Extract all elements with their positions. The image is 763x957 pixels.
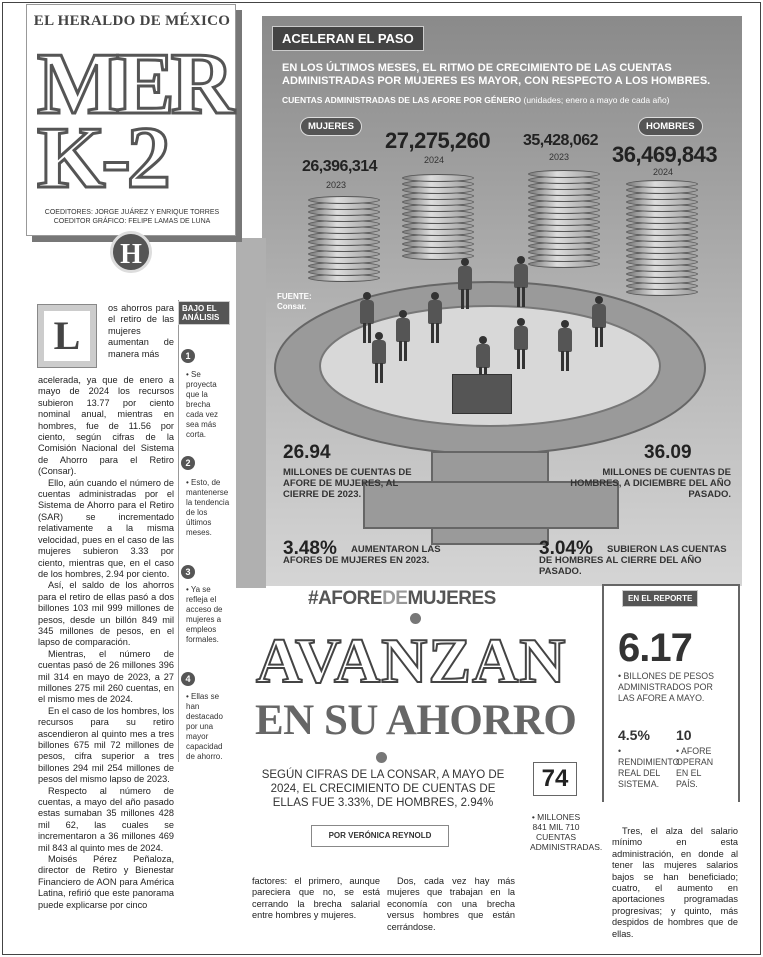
analysis-item-3-num: 3 bbox=[181, 565, 195, 579]
report-tag: EN EL REPORTE bbox=[622, 590, 698, 607]
hashtag: #AFOREDEMUJERES bbox=[308, 588, 496, 609]
infographic-lead: EN LOS ÚLTIMOS MESES, EL RITMO DE CRECIMIENTO DE LAS CUENTAS ADMINISTRADAS POR MUJERES ES MAYOR, CON RESPECTO A LOS HOMBRES. bbox=[282, 62, 711, 87]
analysis-item-4-num: 4 bbox=[181, 672, 195, 686]
women-2023-value: 26,396,314 bbox=[302, 158, 378, 175]
credits-line2: COEDITOR GRÁFICO: FELIPE LAMAS DE LUNA bbox=[53, 218, 211, 225]
report-afores-text: • AFORE OPERAN EN EL PAÍS. bbox=[676, 746, 714, 789]
coin bbox=[308, 196, 380, 204]
accounts-total-text: • MILLONES 841 MIL 710 CUENTAS ADMINISTRADAS. bbox=[530, 812, 603, 852]
article-column-3 bbox=[387, 876, 515, 933]
article-paragraph-1-start: os ahorros para el retiro de las mujeres aumentan de manera más bbox=[108, 303, 174, 359]
article-column-2 bbox=[252, 876, 380, 922]
article-paragraph-4: Mientras, el número de cuentas pasó de 26 millones 396 mil 314 en mayo de 2023, a 27 millones 275 mil 260 cuentas, en el mismo mes de 2024. bbox=[38, 648, 174, 705]
article-paragraph-6: Respecto al número de cuentas, a mayo del año pasado estas sumaban 35 millones 428 mil 62, las cuales se incrementaron a 36 millones 469 mil 843 al quinto mes de 2024. bbox=[38, 785, 174, 853]
article-column-1 bbox=[38, 375, 174, 911]
analysis-item-3-text: • Ya se refleja el acceso de mujeres a empleos formales. bbox=[186, 585, 223, 644]
stat-women-accounts-num: 26.94 bbox=[283, 442, 331, 463]
bullet-dot bbox=[410, 613, 421, 624]
article-paragraph-2: Ello, aún cuando el número de cuentas administradas por el Sistema de Ahorro para el Retiro (SAR) se incrementado relativamente a la misma velocidad, pues en el caso de las mujeres subieron 3.33 por ciento, mientras que, en el caso de los hombres, 2.94 por ciento. bbox=[38, 477, 174, 579]
report-big-num: 6.17 bbox=[618, 626, 692, 670]
section-title-line2: K-2 bbox=[37, 110, 167, 207]
men-tag: HOMBRES bbox=[638, 117, 703, 136]
stat-men-growth-text: SUBIERON LAS CUENTAS DE HOMBRES AL CIERRE DEL AÑO PASADO. bbox=[539, 544, 727, 577]
women-2023-year: 2023 bbox=[326, 180, 347, 190]
infographic-panel-extension bbox=[236, 238, 266, 588]
article-paragraph-3: Así, el saldo de los ahorros para el retiro de ellas pasó a dos billones 103 mil 999 millones de pesos, desde un billón 849 mil 345 millones de pesos, en el lapso de comparación. bbox=[38, 580, 174, 648]
infographic-source: FUENTE: Consar. bbox=[277, 292, 312, 311]
newspaper-name: EL HERALDO DE MÉXICO bbox=[33, 13, 231, 29]
analysis-item-1-text: • Se proyecta que la brecha cada vez sea más corta. bbox=[186, 370, 219, 439]
men-2023-value: 35,428,062 bbox=[523, 132, 599, 149]
report-afores-num: 10 bbox=[676, 727, 692, 743]
article-paragraph-7: Moisés Pérez Peñaloza, director de Retiro y Bienestar Financiero de AON para América Latina, refirió que este panorama puede explicarse por cinco bbox=[38, 854, 174, 910]
report-big-text: • BILLONES DE PESOS ADMINISTRADOS POR LAS AFORE A MAYO. bbox=[618, 671, 714, 703]
report-yield-text: • RENDIMIENTO REAL DEL SISTEMA. bbox=[618, 746, 680, 789]
headline-deck: SEGÚN CIFRAS DE LA CONSAR, A MAYO DE 2024, EL CRECIMIENTO DE CUENTAS DE ELLAS FUE 3.33%, DE HOMBRES, 2.94% bbox=[261, 769, 505, 809]
section-title-line1: MER bbox=[37, 36, 231, 133]
female-symbol-graphic bbox=[266, 268, 732, 568]
men-2023-year: 2023 bbox=[549, 152, 570, 162]
men-2024-value: 36,469,843 bbox=[612, 142, 718, 167]
stat-men-growth-num: 3.04% bbox=[539, 538, 593, 559]
article-paragraph-8: factores: el primero, aunque pareciera que no, se está cerrando la brecha salarial entre hombres y mujeres. bbox=[252, 876, 380, 921]
coin bbox=[626, 180, 698, 188]
headline-line1: AVANZAN bbox=[256, 625, 567, 696]
stat-women-growth-num: 3.48% bbox=[283, 538, 337, 559]
women-2024-value: 27,275,260 bbox=[385, 128, 491, 153]
analysis-item-4-text: • Ellas se han destacado por una mayor capacidad de ahorro. bbox=[186, 692, 223, 761]
analysis-item-2-num: 2 bbox=[181, 456, 195, 470]
credits bbox=[27, 208, 237, 226]
article-paragraph-1-rest: acelerada, ya que de enero a mayo de 2024 los recursos subieron 13.77 por ciento nominal anual, mientras en hombres, fue de 11.56 por ciento, según cifras de la Comisión Nacional del Sistema de Ahorro para el Retiro (Consar). bbox=[38, 375, 174, 477]
analysis-item-2-text: • Esto, de mantenerse la tendencia de los últimos meses. bbox=[186, 478, 230, 537]
drop-cap: L bbox=[38, 305, 96, 367]
men-2024-year: 2024 bbox=[653, 167, 674, 177]
report-yield-num: 4.5% bbox=[618, 727, 650, 743]
headline-line2: EN SU AHORRO bbox=[255, 697, 577, 744]
stat-men-accounts-num: 36.09 bbox=[644, 442, 692, 463]
infographic-subhead: CUENTAS ADMINISTRADAS DE LAS AFORE POR GÉNERO (unidades; enero a mayo de cada año) bbox=[282, 95, 670, 105]
coin bbox=[402, 174, 474, 182]
women-tag: MUJERES bbox=[300, 117, 362, 136]
coin-stack-women-2024 bbox=[402, 170, 474, 262]
heraldo-logo: H bbox=[110, 231, 152, 273]
stat-women-accounts-text: MILLONES DE CUENTAS DE AFORE DE MUJERES, AL CIERRE DE 2023. bbox=[283, 467, 412, 500]
desk-illustration bbox=[452, 374, 512, 414]
analysis-title: BAJO EL ANÁLISIS bbox=[178, 301, 230, 325]
article-paragraph-9: Dos, cada vez hay más mujeres que trabajan en la economía con una brecha versus hombres que están cerrándose. bbox=[387, 876, 515, 932]
infographic-kicker: ACELERAN EL PASO bbox=[272, 26, 424, 51]
masthead bbox=[26, 4, 236, 236]
women-2024-year: 2024 bbox=[424, 155, 445, 165]
coin bbox=[528, 170, 600, 178]
article-paragraph-5: En el caso de los hombres, los recursos para su retiro ascendieron al quinto mes a tres billones 675 mil 72 millones de pesos, cifra superior a tres billones 294 mil 254 millones de pesos del mismo lapso de 2023. bbox=[38, 705, 174, 785]
bullet-dot bbox=[376, 752, 387, 763]
accounts-total-num: 74 bbox=[533, 762, 577, 796]
stat-women-growth-text: AUMENTARON LAS AFORES DE MUJERES EN 2023. bbox=[283, 544, 441, 566]
credits-line1: COEDITORES: JORGE JUÁREZ Y ENRIQUE TORRES bbox=[44, 209, 220, 216]
analysis-item-1-num: 1 bbox=[181, 349, 195, 363]
byline: POR VERÓNICA REYNOLD bbox=[311, 825, 449, 847]
coin-stack-men-2023 bbox=[528, 168, 600, 270]
article-column-4 bbox=[612, 826, 738, 940]
stat-men-accounts-text: MILLONES DE CUENTAS DE HOMBRES, A DICIEMBRE DEL AÑO PASADO. bbox=[570, 467, 731, 500]
article-intro bbox=[108, 303, 174, 360]
article-paragraph-10: Tres, el alza del salario mínimo en esta administración, en donde al tener las mujeres salarios bajos se han beneficiado; cuatro, el aumento en aportaciones programadas progresivas; y quinto, más despidos de hombres que de ellas. bbox=[612, 826, 738, 939]
